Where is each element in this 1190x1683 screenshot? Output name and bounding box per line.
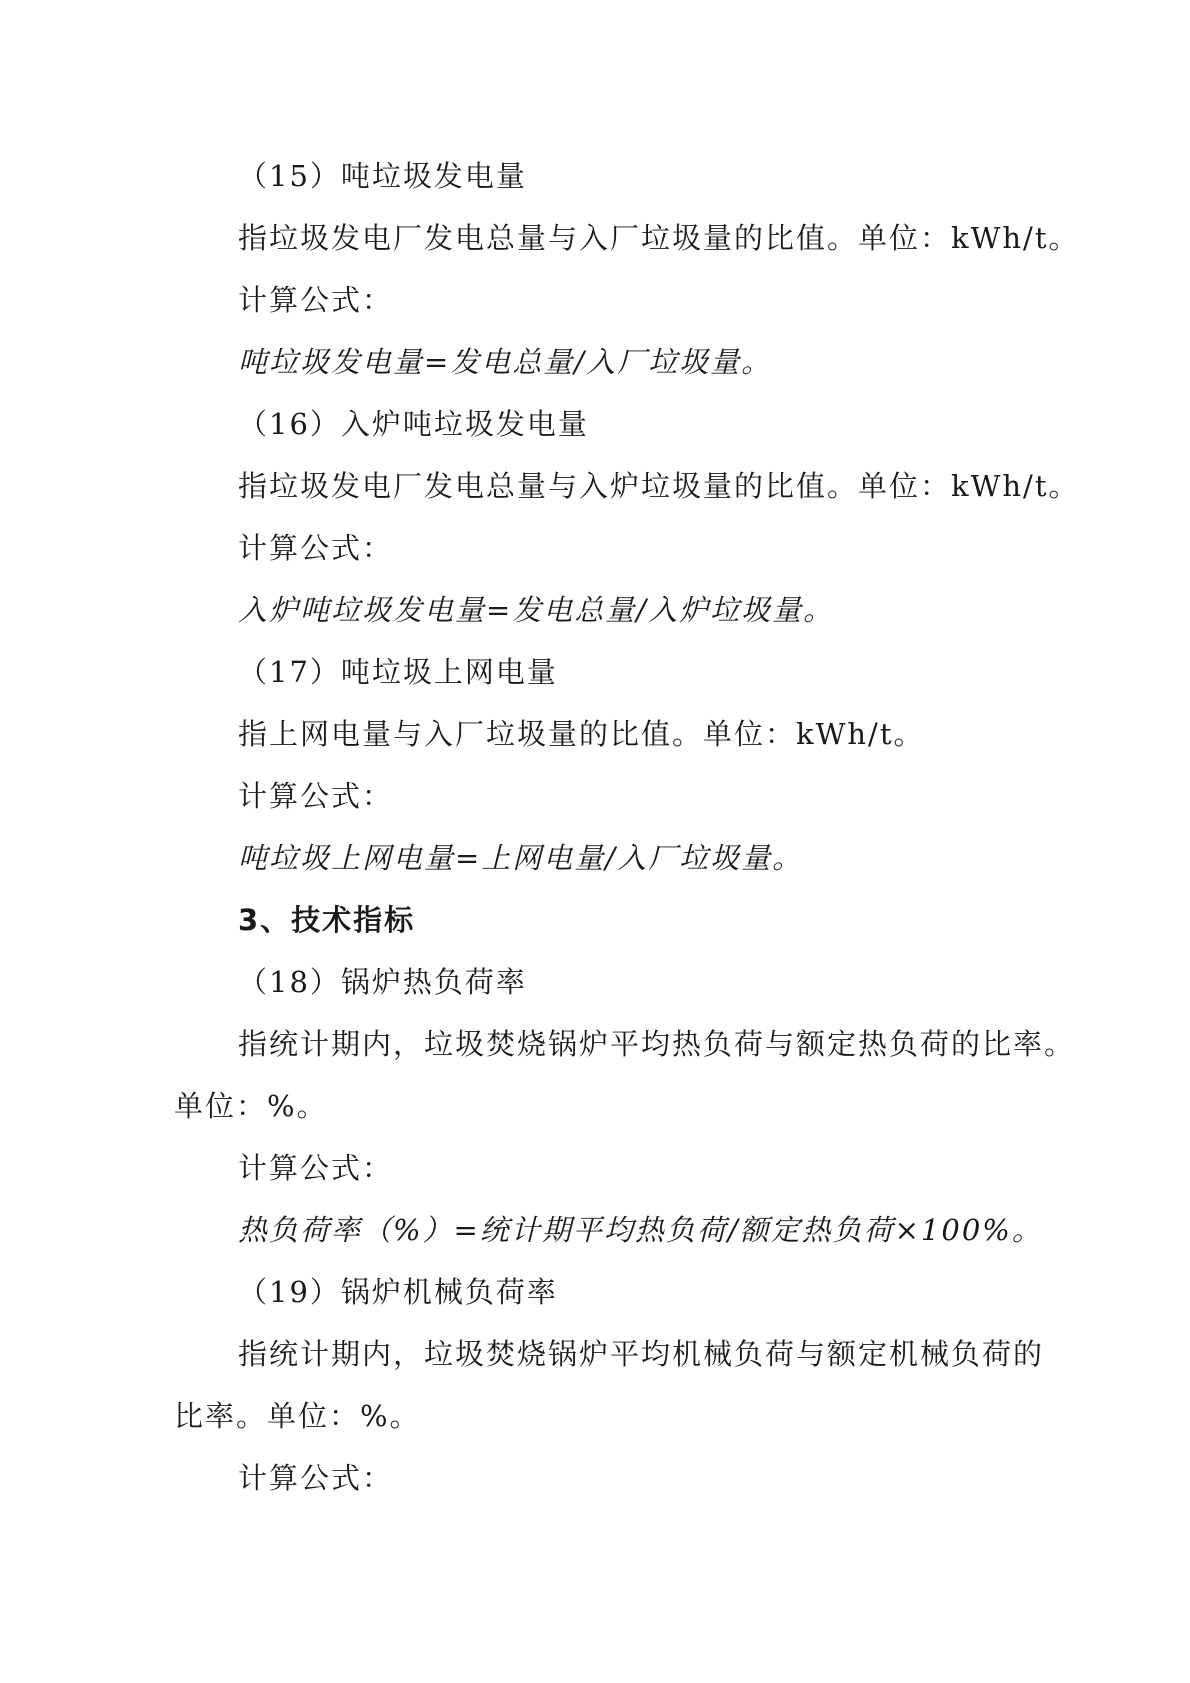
item-15-formula-label: 计算公式： [238, 283, 394, 317]
item-19-definition-line2: 比率。单位：%。 [174, 1399, 421, 1433]
item-16-title: （16）入炉吨垃圾发电量 [238, 407, 589, 441]
item-19-formula-label: 计算公式： [238, 1461, 394, 1495]
item-18-formula-label: 计算公式： [238, 1151, 394, 1185]
item-18-title: （18）锅炉热负荷率 [238, 965, 527, 999]
item-18-formula: 热负荷率（%）=统计期平均热负荷/额定热负荷×100%。 [238, 1213, 1043, 1247]
item-16-definition: 指垃圾发电厂发电总量与入炉垃圾量的比值。单位：kWh/t。 [238, 469, 1080, 503]
item-17-title: （17）吨垃圾上网电量 [238, 655, 558, 689]
item-15-title: （15）吨垃圾发电量 [238, 159, 527, 193]
item-17-formula: 吨垃圾上网电量=上网电量/入厂垃圾量。 [238, 841, 804, 875]
item-18-definition-line2: 单位：%。 [174, 1089, 328, 1123]
item-18-definition-line1: 指统计期内，垃圾焚烧锅炉平均热负荷与额定热负荷的比率。 [238, 1027, 1076, 1061]
item-15-definition: 指垃圾发电厂发电总量与入厂垃圾量的比值。单位：kWh/t。 [238, 221, 1080, 255]
item-15-formula: 吨垃圾发电量=发电总量/入厂垃圾量。 [238, 345, 773, 379]
item-16-formula: 入炉吨垃圾发电量=发电总量/入炉垃圾量。 [238, 593, 835, 627]
item-19-title: （19）锅炉机械负荷率 [238, 1275, 558, 1309]
item-17-definition: 指上网电量与入厂垃圾量的比值。单位：kWh/t。 [238, 717, 925, 751]
item-19-definition-line1: 指统计期内，垃圾焚烧锅炉平均机械负荷与额定机械负荷的 [238, 1337, 1045, 1371]
item-17-formula-label: 计算公式： [238, 779, 394, 813]
item-16-formula-label: 计算公式： [238, 531, 394, 565]
section-heading: 3、技术指标 [238, 903, 416, 937]
